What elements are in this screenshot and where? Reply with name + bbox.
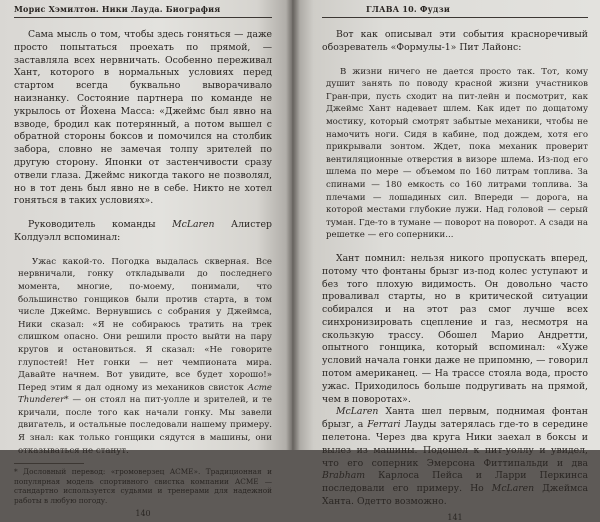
- paragraph: Хант помнил: нельзя никого пропускать вперед, потому что фонтаны брызг из-под колес уступают и без того плохую видимость. Он довольно часто проваливал старты, но в критической ситуации собирался и на этот раз смог лучше всех синхронизировать сцепление и газ, несмотря на скользкую трассу. Обошел Марио Андретти, опытного гонщика, который вспоминал: «Хуже условий начала гонки даже не припомню, — говорил потом американец. — На трассе стояла вода, просто ужас. Приходилось больше подругивать на прямой, чем в поворотах».: [322, 252, 588, 405]
- quote-paragraph: В жизни ничего не дается просто так. Тот, кому душит занять по поводу красной жизни участников Гран-при, пусть сходит на пит-лейн и посмотрит, как Джеймс Хант надевает шлем. Как идет по дощатому мостику, который смотрят забытые механики, чтобы не намочить ноги. Сидя в кабине, под дождем, хотя его прикрывали зонтом. Ждет, пока механик проверит вентиляционные отверстия в визоре шлема. Из-под его шлема по мере — объемом по 160 литрам топлива. За спинами — 180 емкость со 160 литрами топлива. За плечами — лошадиных сил. Впереди — дорога, на которой местами глубокие лужи. Над головой — серый туман. Где-то в тумане — поворот на поворот. А сзади на решетке — его соперники...: [326, 66, 588, 241]
- page-number-left: 140: [135, 509, 151, 519]
- paragraph: Руководитель команды McLaren Алистер Колдуэлл вспоминал:: [14, 219, 272, 243]
- running-head-right: ГЛАВА 10. Фудзи: [322, 4, 588, 18]
- footnote-rule: [14, 463, 84, 464]
- left-page: [0, 0, 292, 519]
- quote-paragraph: Ужас какой-то. Погодка выдалась скверная. Все нервничали, гонку откладывали до последнего момента, многие, по-моему, понимали, что большинство гонщиков были против старта, в том числе Джеймс. Вернувшись с собрания у Джеймса, Ники сказал: «Я не собираюсь тратить на трек слишком опасно. Они решили просто выйти на пару кругов и остановиться. Я сказал: «Не говорите глупостей! Нет гонки — нет чемпионата мира. Давайте начнем. Вот увидите, все будет хорошо!» Перед этим я дал одному из механиков свисток Acme Thunderer* — он стоял на пит-уолле и зрителей, и те кричали, после того как начали гонку. Мы завели двигатель, и остальные последовали нашему примеру. Я знал: как только гонщики сядутся в машины, они отказываться не станут.: [18, 256, 272, 456]
- right-page-text: [322, 29, 588, 509]
- right-page: [292, 0, 600, 522]
- block-quote: [322, 66, 588, 242]
- left-page-text: [14, 29, 272, 457]
- paragraph: Сама мысль о том, чтобы здесь гоняться — даже просто попытаться проехать по прямой, — заставляла всех нервничать. Особенно переживал Хант, которого в нормальных условиях перед стартом всегда буквально выворачивало наизнанку. Состояние партнера по команде не укрылось от Йохена Масса: «Джеймс был явно на взводе, бродил как потерянный, а потом вышел с обратной стороны боксов и помочился на столбик забора, словно не замечая толпу зрителей по другую сторону. Японки от застенчивости сразу отвели глаза. Джеймс никогда такого не позволял, но в тот день был явно не в себе. Никто не хотел гоняться в таких условиях».: [14, 29, 272, 207]
- block-quote: [14, 256, 272, 458]
- footnote: * Дословный перевод: «громоверзец ACME». Традиционная и популярная модель спортивного свистка компании ACME — стандартно используется судьями и тренерами для надежной работы в любую погоду.: [14, 467, 272, 505]
- book-gutter: [286, 0, 300, 450]
- paragraph: McLaren Ханта шел первым, поднимая фонтан брызг, а Ferrari Лауды затерялась где-то в середине пелетона. Через два круга Ники заехал в боксы и вылез из машины. Подошел к пит-уоллу и увидел, что его соперник Эмерсона Фиттипальди и два Brabham Карлоса Пейса и Ларри Перкинса последовали его примеру. Но McLaren Джеймса Ханта. Одетто возможно.: [322, 406, 588, 508]
- paragraph: Вот как описывал эти события красноречивый обозреватель «Формулы-1» Пит Лайонс:: [322, 29, 588, 53]
- page-number-right: 141: [447, 512, 463, 522]
- running-head-left: Морис Хэмилтон. Ники Лауда. Биография: [14, 4, 272, 18]
